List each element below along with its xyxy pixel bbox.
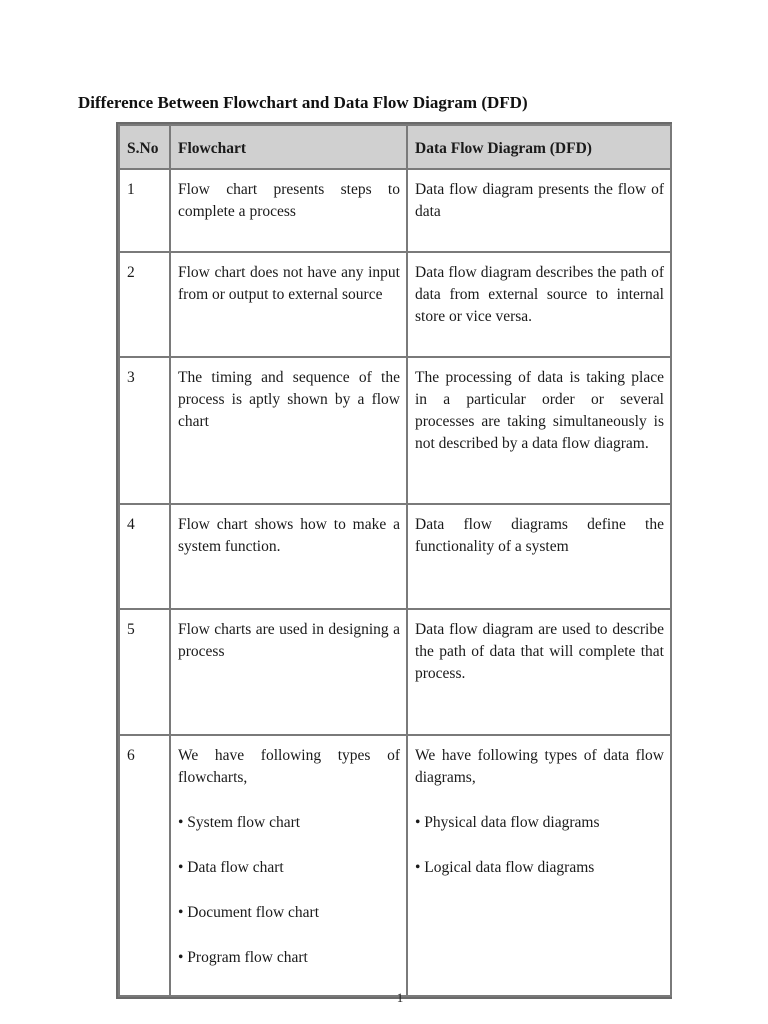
dfd-cell (407, 735, 671, 996)
flowchart-cell: Flow charts are used in designing a process (170, 609, 407, 735)
table-header-row (119, 125, 671, 169)
list-item: • Physical data flow diagrams (415, 814, 600, 831)
table-row (119, 735, 671, 996)
table-row (119, 504, 671, 609)
flowchart-types-list (178, 812, 400, 969)
table-row (119, 252, 671, 357)
dfd-cell: Data flow diagrams define the functionality of a system (407, 504, 671, 609)
flowchart-cell: Flow chart shows how to make a system function. (170, 504, 407, 609)
page-number: 1 (396, 990, 404, 1005)
table-row (119, 357, 671, 504)
row-number: 3 (119, 357, 170, 504)
dfd-cell: The processing of data is taking place in a particular order or several processes are taking simultaneously is not described by a data flow diagram. (407, 357, 671, 504)
flowchart-cell (170, 735, 407, 996)
dfd-cell: Data flow diagram presents the flow of data (407, 169, 671, 252)
dfd-cell: Data flow diagram describes the path of data from external source to internal store or vice versa. (407, 252, 671, 357)
list-item: • Document flow chart (178, 904, 320, 921)
flowchart-cell: The timing and sequence of the process is aptly shown by a flow chart (170, 357, 407, 504)
table-row (119, 609, 671, 735)
dfd-types-list (415, 812, 664, 879)
dfd-cell: Data flow diagram are used to describe the path of data that will complete that process. (407, 609, 671, 735)
list-item: • Program flow chart (178, 949, 308, 966)
document-title: Difference Between Flowchart and Data Flow Diagram (DFD) (78, 93, 528, 112)
header-dfd: Data Flow Diagram (DFD) (407, 125, 671, 169)
comparison-table (116, 122, 672, 999)
row-number: 1 (119, 169, 170, 252)
table-row (119, 169, 671, 252)
list-item: • Logical data flow diagrams (415, 859, 595, 876)
list-item: • System flow chart (178, 814, 301, 831)
row-number: 4 (119, 504, 170, 609)
header-flowchart: Flowchart (170, 125, 407, 169)
dfd-types-intro: We have following types of data flow diagrams, (415, 747, 664, 786)
row-number: 5 (119, 609, 170, 735)
flowchart-types-intro: We have following types of flowcharts, (178, 747, 400, 786)
row-number: 2 (119, 252, 170, 357)
list-item: • Data flow chart (178, 859, 284, 876)
flowchart-cell: Flow chart does not have any input from or output to external source (170, 252, 407, 357)
flowchart-cell: Flow chart presents steps to complete a process (170, 169, 407, 252)
header-sno: S.No (119, 125, 170, 169)
row-number: 6 (119, 735, 170, 996)
